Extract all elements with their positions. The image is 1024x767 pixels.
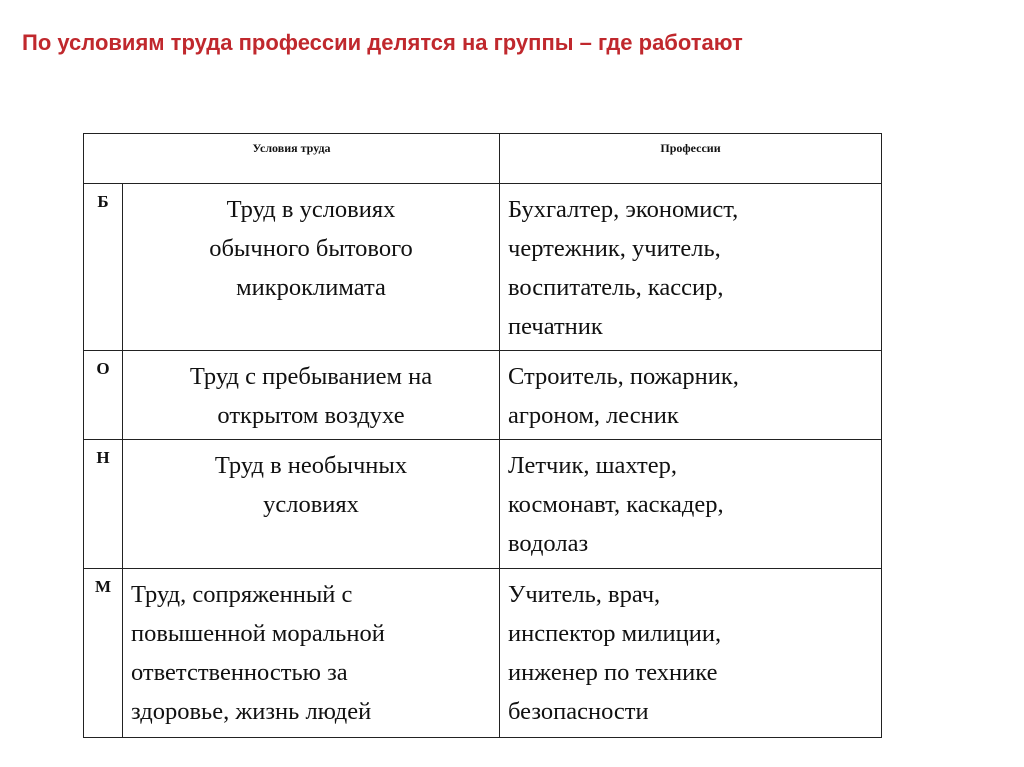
row-letter: Н <box>84 440 123 569</box>
row-letter: Б <box>84 184 123 351</box>
work-conditions-table <box>83 133 882 738</box>
row-condition: Труд с пребыванием на открытом воздухе <box>123 351 500 440</box>
table-row <box>84 351 882 440</box>
row-letter: О <box>84 351 123 440</box>
slide-title: По условиям труда профессии делятся на группы – где работают <box>22 30 743 55</box>
row-professions: Летчик, шахтер, космонавт, каскадер, водолаз <box>500 440 882 569</box>
row-condition: Труд в условиях обычного бытового микроклимата <box>123 184 500 351</box>
table-row <box>84 569 882 738</box>
table-header-row <box>84 134 882 184</box>
row-professions: Бухгалтер, экономист, чертежник, учитель, воспитатель, кассир, печатник <box>500 184 882 351</box>
row-letter: М <box>84 569 123 738</box>
row-professions: Строитель, пожарник, агроном, лесник <box>500 351 882 440</box>
row-professions: Учитель, врач, инспектор милиции, инженер по технике безопасности <box>500 569 882 738</box>
row-condition: Труд в необычных условиях <box>123 440 500 569</box>
header-professions: Профессии <box>500 134 882 184</box>
table-row <box>84 440 882 569</box>
table-row <box>84 184 882 351</box>
header-conditions: Условия труда <box>84 134 500 184</box>
row-condition: Труд, сопряженный с повышенной моральной ответственностью за здоровье, жизнь людей <box>123 569 500 738</box>
